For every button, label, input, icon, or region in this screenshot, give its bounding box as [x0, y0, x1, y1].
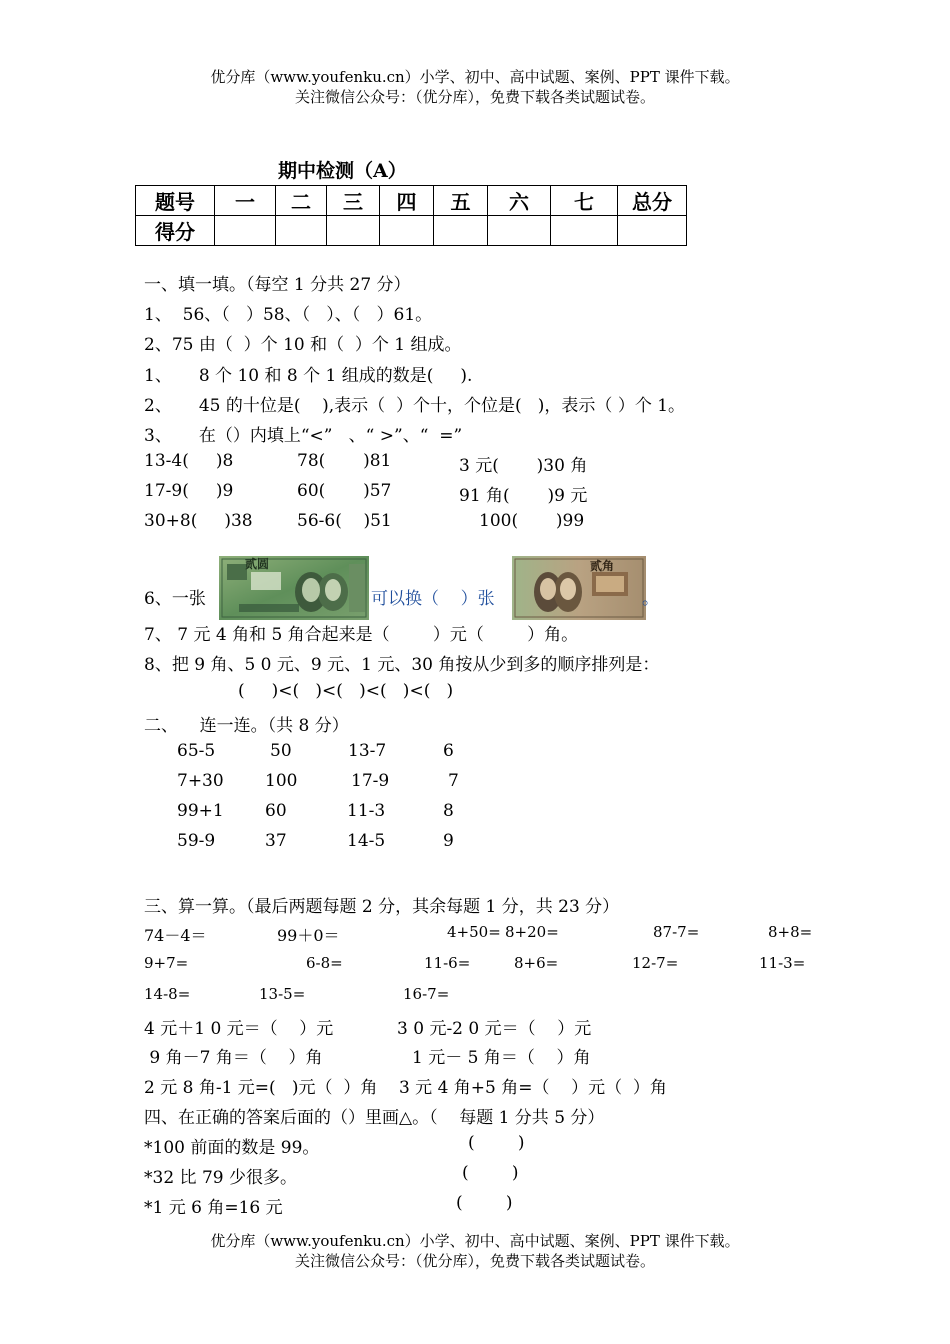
match-expression: 17-9	[351, 771, 390, 791]
score-input-cell[interactable]	[380, 216, 434, 246]
calc-item: 12-7=	[632, 954, 679, 972]
judgment-item: *32 比 79 少很多。	[144, 1168, 297, 1188]
question-text: 6、一张	[144, 589, 206, 609]
compare-item: 30+8( )38	[144, 511, 253, 531]
section3-heading: 三、算一算。（最后两题每题 2 分，其余每题 1 分，共 23 分）	[144, 897, 620, 917]
calc-item: 11-3=	[759, 954, 806, 972]
score-table	[135, 185, 687, 246]
page-title: 期中检测（A）	[278, 160, 407, 182]
table-cell: 六	[488, 186, 551, 216]
match-value: 50	[270, 741, 292, 761]
calc-item: 6-8=	[306, 954, 343, 972]
banknote-2-jiao-image	[502, 537, 636, 601]
answer-blanks: ( )<( )<( )<( )<( )	[238, 681, 454, 701]
calc-item: 4 元＋1 0 元＝（ ）元	[144, 1019, 334, 1039]
match-value: 6	[443, 741, 454, 761]
match-left: 7+30	[177, 771, 224, 791]
calc-item: 9 角－7 角＝（ ）角	[144, 1048, 323, 1068]
calc-item: 74－4＝	[144, 926, 207, 945]
calc-item: 3 0 元-2 0 元＝（ ）元	[397, 1019, 592, 1039]
score-table-score-row	[136, 216, 687, 246]
table-cell: 总分	[618, 186, 687, 216]
question-text: 1、 8 个 10 和 8 个 1 组成的数是( ).	[144, 366, 473, 386]
question-text: 。	[642, 589, 659, 609]
compare-item: 56-6( )51	[297, 511, 392, 531]
header-line-2: 关注微信公众号：（优分库），免费下载各类试题试卷。	[294, 88, 655, 106]
footer-line-1: 优分库（www.youfenku.cn）小学、初中、高中试题、案例、PPT 课件下载。	[210, 1232, 740, 1250]
question-text: 8、把 9 角、5 0 元、9 元、1 元、30 角按从少到多的顺序排列是：	[144, 655, 660, 675]
question-text: 1、 56、（ ）58、（ ）、（ ）61。	[144, 305, 433, 325]
footer-line-2: 关注微信公众号：（优分库），免费下载各类试题试卷。	[294, 1252, 655, 1270]
table-cell: 一	[215, 186, 276, 216]
match-expression: 13-7	[348, 741, 387, 761]
calc-item: 14-8=	[144, 985, 191, 1003]
table-cell: 得分	[136, 216, 215, 246]
calc-item: 4+50=	[447, 923, 501, 941]
judgment-item: *1 元 6 角=16 元	[144, 1198, 283, 1218]
question-text: 2、75 由（ ）个 10 和（ ）个 1 组成。	[144, 335, 462, 355]
match-left: 65-5	[177, 741, 216, 761]
score-input-cell[interactable]	[488, 216, 551, 246]
compare-item: 91 角( )9 元	[459, 486, 588, 506]
question-text: 2、 45 的十位是( ),表示（ ）个十，个位是( )，表示（ ）个 1。	[144, 396, 686, 416]
answer-blank[interactable]: ( )	[468, 1133, 525, 1153]
match-value: 9	[443, 831, 454, 851]
section4-heading: 四、在正确的答案后面的（）里画△。（ 每题 1 分共 5 分）	[144, 1108, 605, 1128]
score-input-cell[interactable]	[551, 216, 618, 246]
match-expression: 14-5	[347, 831, 386, 851]
match-value: 7	[448, 771, 459, 791]
table-cell: 七	[551, 186, 618, 216]
score-input-cell[interactable]	[434, 216, 488, 246]
calc-item: 99＋0＝	[277, 926, 340, 945]
calc-item: 87-7=	[653, 923, 700, 941]
match-value: 8	[443, 801, 454, 821]
calc-item: 2 元 8 角-1 元=( )元（ ）角 3 元 4 角+5 角=（ ）元（ ）角	[144, 1078, 667, 1098]
match-left: 59-9	[177, 831, 216, 851]
compare-item: 17-9( )9	[144, 481, 234, 501]
calc-item: 13-5=	[259, 985, 306, 1003]
calc-item: 8+6=	[514, 954, 559, 972]
compare-item: 78( )81	[297, 451, 392, 471]
compare-item: 60( )57	[297, 481, 392, 501]
score-input-cell[interactable]	[215, 216, 276, 246]
question-text: 3、 在（）内填上“<” 、“ >”、“ =”	[144, 426, 463, 446]
match-value: 37	[265, 831, 287, 851]
match-left: 99+1	[177, 801, 224, 821]
question-text: 7、 7 元 4 角和 5 角合起来是（ ）元（ ）角。	[144, 625, 579, 645]
calc-item: 16-7=	[403, 985, 450, 1003]
match-value: 100	[265, 771, 298, 791]
calc-item: 8+8=	[768, 923, 813, 941]
score-input-cell[interactable]	[618, 216, 687, 246]
compare-item: 100( )99	[479, 511, 585, 531]
table-cell: 三	[327, 186, 380, 216]
banknote-2-jiao-label: 贰角	[590, 559, 615, 573]
answer-blank[interactable]: ( )	[462, 1163, 519, 1183]
match-value: 60	[265, 801, 287, 821]
octagon-shapes	[300, 710, 740, 910]
banknote-2-yuan-image	[209, 537, 359, 601]
calc-item: 9+7=	[144, 954, 189, 972]
answer-blank[interactable]: ( )	[456, 1193, 513, 1213]
compare-item: 13-4( )8	[144, 451, 234, 471]
header-line-1: 优分库（www.youfenku.cn）小学、初中、高中试题、案例、PPT 课件下载。	[210, 68, 740, 86]
calc-item: 1 元－ 5 角＝（ ）角	[412, 1048, 591, 1068]
compare-item: 3 元( )30 角	[459, 456, 588, 476]
section1-heading: 一、填一填。（每空 1 分共 27 分）	[144, 275, 411, 295]
table-cell: 四	[380, 186, 434, 216]
judgment-item: *100 前面的数是 99。	[144, 1138, 320, 1158]
question-text: 可以换（ ）张	[371, 589, 495, 609]
table-cell: 二	[276, 186, 327, 216]
match-expression: 11-3	[347, 801, 386, 821]
score-table-header-row	[136, 186, 687, 216]
table-cell: 题号	[136, 186, 215, 216]
score-input-cell[interactable]	[327, 216, 380, 246]
calc-item: 11-6=	[424, 954, 471, 972]
table-cell: 五	[434, 186, 488, 216]
calc-item: 8+20=	[505, 923, 559, 941]
banknote-2-yuan-label: 贰圆	[245, 557, 270, 571]
section2-heading: 二、 连一连。（共 8 分）	[144, 716, 349, 736]
score-input-cell[interactable]	[276, 216, 327, 246]
